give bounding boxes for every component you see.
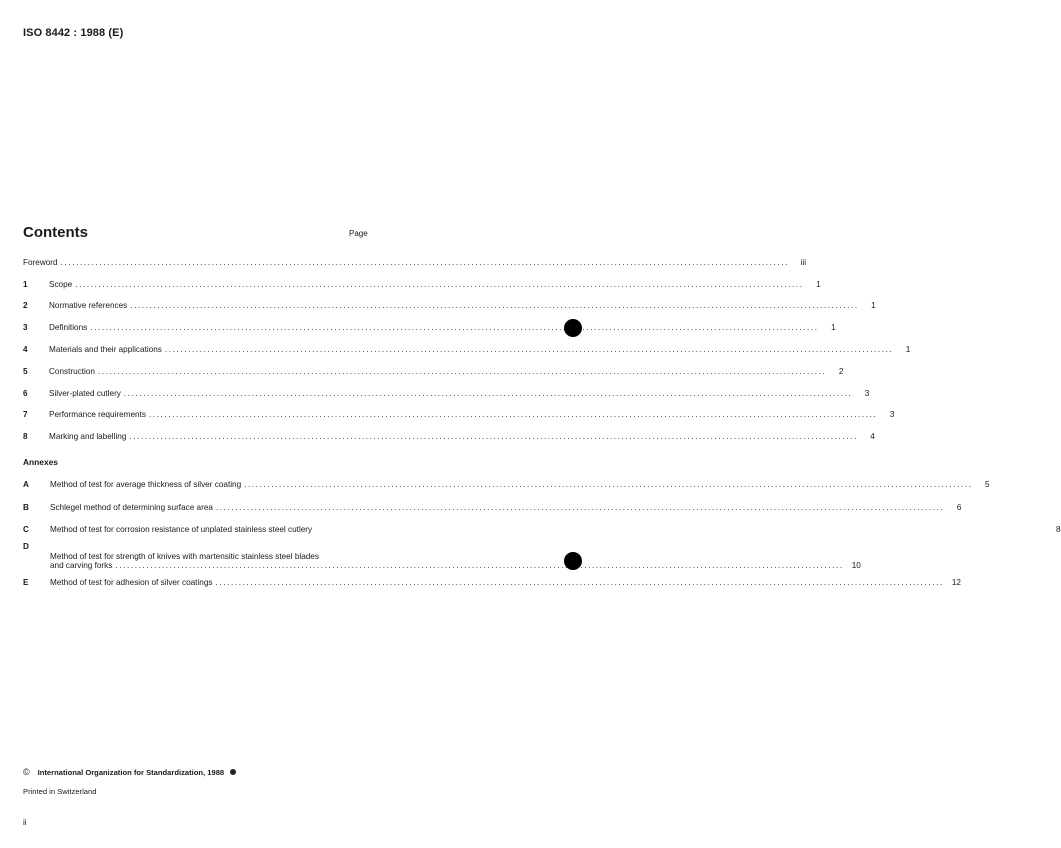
annex-letter: B: [23, 503, 29, 512]
leader-dots: [244, 480, 972, 489]
toc-page: 1: [871, 301, 876, 310]
leader-dots: [216, 503, 944, 512]
annex-entry-c[interactable]: [23, 520, 1061, 534]
toc-number: 2: [23, 301, 28, 310]
toc-title: Definitions: [49, 323, 88, 332]
toc-title: Marking and labelling: [49, 432, 127, 441]
copyright-text: International Organization for Standardization, 1988: [37, 767, 225, 777]
annex-title-line2-row: [50, 561, 861, 570]
toc-entry-scope[interactable]: [23, 275, 821, 289]
toc-title: Performance requirements: [49, 410, 146, 419]
copyright-icon: ©: [23, 767, 30, 777]
leader-dots: [61, 258, 789, 267]
toc-title: Scope: [49, 280, 73, 289]
leader-dots: [98, 367, 826, 376]
leader-dots: [75, 280, 803, 289]
annex-title-line1: Method of test for strength of knives with martensitic stainless steel blades: [50, 552, 319, 561]
toc-number: 7: [23, 410, 28, 419]
toc-number: 1: [23, 280, 28, 289]
annex-title: Method of test for average thickness of silver coating: [50, 480, 242, 489]
toc-page: 2: [838, 367, 844, 376]
toc-title: Materials and their applications: [49, 345, 162, 354]
toc-number: 5: [23, 367, 28, 376]
annexes-heading: Annexes: [23, 457, 58, 467]
toc-entry-normative-references[interactable]: [23, 296, 876, 310]
page-column-label: Page: [349, 229, 368, 238]
leader-dots: [149, 410, 877, 419]
copyright-notice: [23, 767, 236, 777]
toc-title: Construction: [49, 367, 95, 376]
toc-entry-silver-plated-cutlery[interactable]: [23, 384, 870, 398]
leader-dots: [115, 561, 843, 570]
toc-entry-materials[interactable]: [23, 340, 911, 354]
toc-page: 3: [864, 389, 870, 398]
toc-entry-marking-labelling[interactable]: [23, 427, 875, 441]
annex-letter: D: [23, 542, 29, 551]
printed-in: Printed in Switzerland: [23, 787, 97, 796]
leader-dots: [165, 345, 893, 354]
annex-page: 12: [951, 578, 961, 587]
annex-title: Schlegel method of determining surface area: [50, 503, 213, 512]
page-folio: ii: [23, 818, 27, 827]
leader-dots: [130, 301, 858, 310]
punch-hole-icon: [564, 552, 582, 570]
toc-number: 6: [23, 389, 28, 398]
leader-dots: [90, 323, 818, 332]
annex-entry-d[interactable]: [23, 542, 861, 570]
toc-page: 1: [816, 280, 821, 289]
toc-title: Silver-plated cutlery: [49, 389, 121, 398]
toc-page: 1: [831, 323, 836, 332]
toc-entry-foreword[interactable]: [23, 253, 807, 267]
toc-page: 1: [905, 345, 911, 354]
annex-page: 5: [985, 480, 990, 489]
document-header: ISO 8442 : 1988 (E): [23, 27, 124, 39]
annex-title: Method of test for corrosion resistance of unplated stainless steel cutlery: [50, 525, 313, 534]
leader-dots: [129, 432, 857, 441]
toc-title: Normative references: [49, 301, 128, 310]
toc-entry-definitions[interactable]: [23, 318, 836, 332]
toc-number: 4: [23, 345, 28, 354]
toc-number: 3: [23, 323, 28, 332]
toc-number: 8: [23, 432, 28, 441]
annex-title: Method of test for adhesion of silver coatings: [50, 578, 213, 587]
annex-title-line2: and carving forks: [50, 561, 113, 570]
annex-letter: A: [23, 480, 29, 489]
leader-dots: [124, 389, 852, 398]
annex-entry-b[interactable]: [23, 498, 962, 512]
annex-entry-a[interactable]: [23, 475, 990, 489]
annex-title-block: [50, 552, 861, 570]
toc-entry-performance-requirements[interactable]: [23, 405, 895, 419]
annex-page: 10: [851, 561, 861, 570]
toc-page: iii: [800, 258, 807, 267]
annex-entry-e[interactable]: [23, 573, 961, 587]
annex-letter: C: [23, 525, 29, 534]
toc-entry-construction[interactable]: [23, 362, 844, 376]
toc-page: 3: [889, 410, 895, 419]
contents-title: Contents: [23, 224, 88, 241]
bullet-mark-icon: [230, 769, 236, 775]
annex-page: 8: [1056, 525, 1061, 534]
annex-page: 6: [956, 503, 962, 512]
leader-dots: [215, 578, 943, 587]
punch-hole-icon: [564, 319, 582, 337]
toc-page: 4: [870, 432, 875, 441]
toc-title: Foreword: [23, 258, 58, 267]
annex-letter: E: [23, 578, 29, 587]
